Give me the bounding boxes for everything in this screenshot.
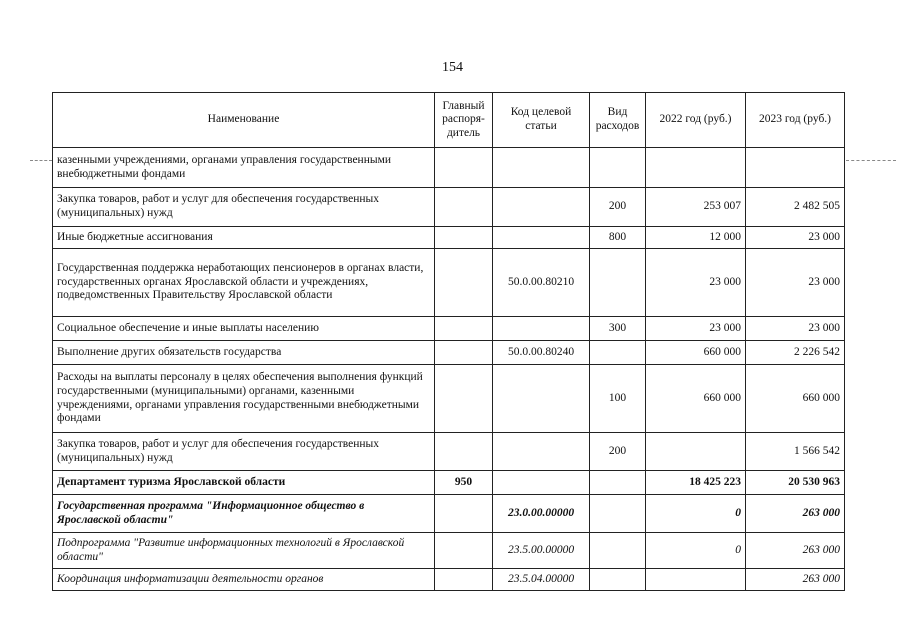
table-header-row xyxy=(53,93,845,148)
row-name: Государственная программа "Информационное общество в Ярославской области" xyxy=(53,495,435,533)
header-code: Код целевой статьи xyxy=(493,93,590,148)
table-row xyxy=(53,365,845,433)
row-2023: 1 566 542 xyxy=(746,433,845,471)
row-name: Расходы на выплаты персоналу в целях обеспечения выполнения функций государственными (муниципальными) органами, казенными учреждениями, органами управления государственными внебюджетными фондами xyxy=(53,365,435,433)
row-2023: 660 000 xyxy=(746,365,845,433)
row-glav xyxy=(435,433,493,471)
row-2023: 23 000 xyxy=(746,249,845,317)
row-glav xyxy=(435,569,493,591)
row-vid xyxy=(590,471,646,495)
row-code: 23.0.00.00000 xyxy=(493,495,590,533)
row-name: Департамент туризма Ярославской области xyxy=(53,471,435,495)
row-2023: 263 000 xyxy=(746,569,845,591)
row-name: Иные бюджетные ассигнования xyxy=(53,227,435,249)
row-code: 50.0.00.80240 xyxy=(493,341,590,365)
row-2023: 23 000 xyxy=(746,227,845,249)
row-glav xyxy=(435,188,493,227)
row-2022: 660 000 xyxy=(646,341,746,365)
row-2022: 18 425 223 xyxy=(646,471,746,495)
row-2022: 660 000 xyxy=(646,365,746,433)
row-glav xyxy=(435,341,493,365)
row-name: Выполнение других обязательств государства xyxy=(53,341,435,365)
table-row xyxy=(53,433,845,471)
row-2022: 0 xyxy=(646,495,746,533)
row-vid: 200 xyxy=(590,433,646,471)
row-2023: 23 000 xyxy=(746,317,845,341)
row-vid: 300 xyxy=(590,317,646,341)
row-vid: 100 xyxy=(590,365,646,433)
row-name: Государственная поддержка неработающих пенсионеров в органах власти, государственных органах Ярославской области и учреждениях, подведомственных Правительству Ярославской области xyxy=(53,249,435,317)
row-name: Закупка товаров, работ и услуг для обеспечения государственных (муниципальных) нужд xyxy=(53,433,435,471)
row-code: 23.5.04.00000 xyxy=(493,569,590,591)
row-name: Подпрограмма "Развитие информационных технологий в Ярославской области" xyxy=(53,533,435,569)
table-row xyxy=(53,495,845,533)
row-2023: 2 226 542 xyxy=(746,341,845,365)
row-code xyxy=(493,188,590,227)
row-vid xyxy=(590,495,646,533)
row-vid xyxy=(590,249,646,317)
row-code xyxy=(493,471,590,495)
row-name: Координация информатизации деятельности органов xyxy=(53,569,435,591)
row-2023: 263 000 xyxy=(746,495,845,533)
row-glav xyxy=(435,365,493,433)
row-code: 23.5.00.00000 xyxy=(493,533,590,569)
row-2023: 263 000 xyxy=(746,533,845,569)
row-2023: 2 482 505 xyxy=(746,188,845,227)
row-glav xyxy=(435,227,493,249)
header-name: Наименование xyxy=(53,93,435,148)
row-vid xyxy=(590,341,646,365)
page-number: 154 xyxy=(442,60,463,75)
header-glav: Главный распоря-дитель xyxy=(435,93,493,148)
row-glav xyxy=(435,533,493,569)
row-code xyxy=(493,317,590,341)
row-name: Социальное обеспечение и иные выплаты населению xyxy=(53,317,435,341)
scan-cut-line xyxy=(846,160,896,161)
row-code xyxy=(493,227,590,249)
scan-cut-line xyxy=(30,160,52,161)
table-row xyxy=(53,249,845,317)
header-vid: Вид расходов xyxy=(590,93,646,148)
row-2022: 253 007 xyxy=(646,188,746,227)
row-vid xyxy=(590,533,646,569)
row-2022: 23 000 xyxy=(646,317,746,341)
header-2023: 2023 год (руб.) xyxy=(746,93,845,148)
row-name: Закупка товаров, работ и услуг для обеспечения государственных (муниципальных) нужд xyxy=(53,188,435,227)
row-code: 50.0.00.80210 xyxy=(493,249,590,317)
table-row xyxy=(53,533,845,569)
row-2022 xyxy=(646,148,746,188)
row-2022: 12 000 xyxy=(646,227,746,249)
row-code xyxy=(493,148,590,188)
row-2022 xyxy=(646,569,746,591)
row-2022: 0 xyxy=(646,533,746,569)
header-2022: 2022 год (руб.) xyxy=(646,93,746,148)
budget-table xyxy=(52,92,845,591)
table-row xyxy=(53,569,845,591)
row-2022 xyxy=(646,433,746,471)
row-glav xyxy=(435,317,493,341)
row-vid xyxy=(590,569,646,591)
row-vid: 200 xyxy=(590,188,646,227)
row-vid xyxy=(590,148,646,188)
row-2023: 20 530 963 xyxy=(746,471,845,495)
row-glav xyxy=(435,495,493,533)
row-2022: 23 000 xyxy=(646,249,746,317)
table-row xyxy=(53,317,845,341)
row-vid: 800 xyxy=(590,227,646,249)
row-name: казенными учреждениями, органами управления государственными внебюджетными фондами xyxy=(53,148,435,188)
row-glav: 950 xyxy=(435,471,493,495)
table-row xyxy=(53,471,845,495)
row-glav xyxy=(435,148,493,188)
table-row xyxy=(53,341,845,365)
row-code xyxy=(493,365,590,433)
table-row xyxy=(53,188,845,227)
row-glav xyxy=(435,249,493,317)
row-2023 xyxy=(746,148,845,188)
row-code xyxy=(493,433,590,471)
table-row xyxy=(53,148,845,188)
table-row xyxy=(53,227,845,249)
